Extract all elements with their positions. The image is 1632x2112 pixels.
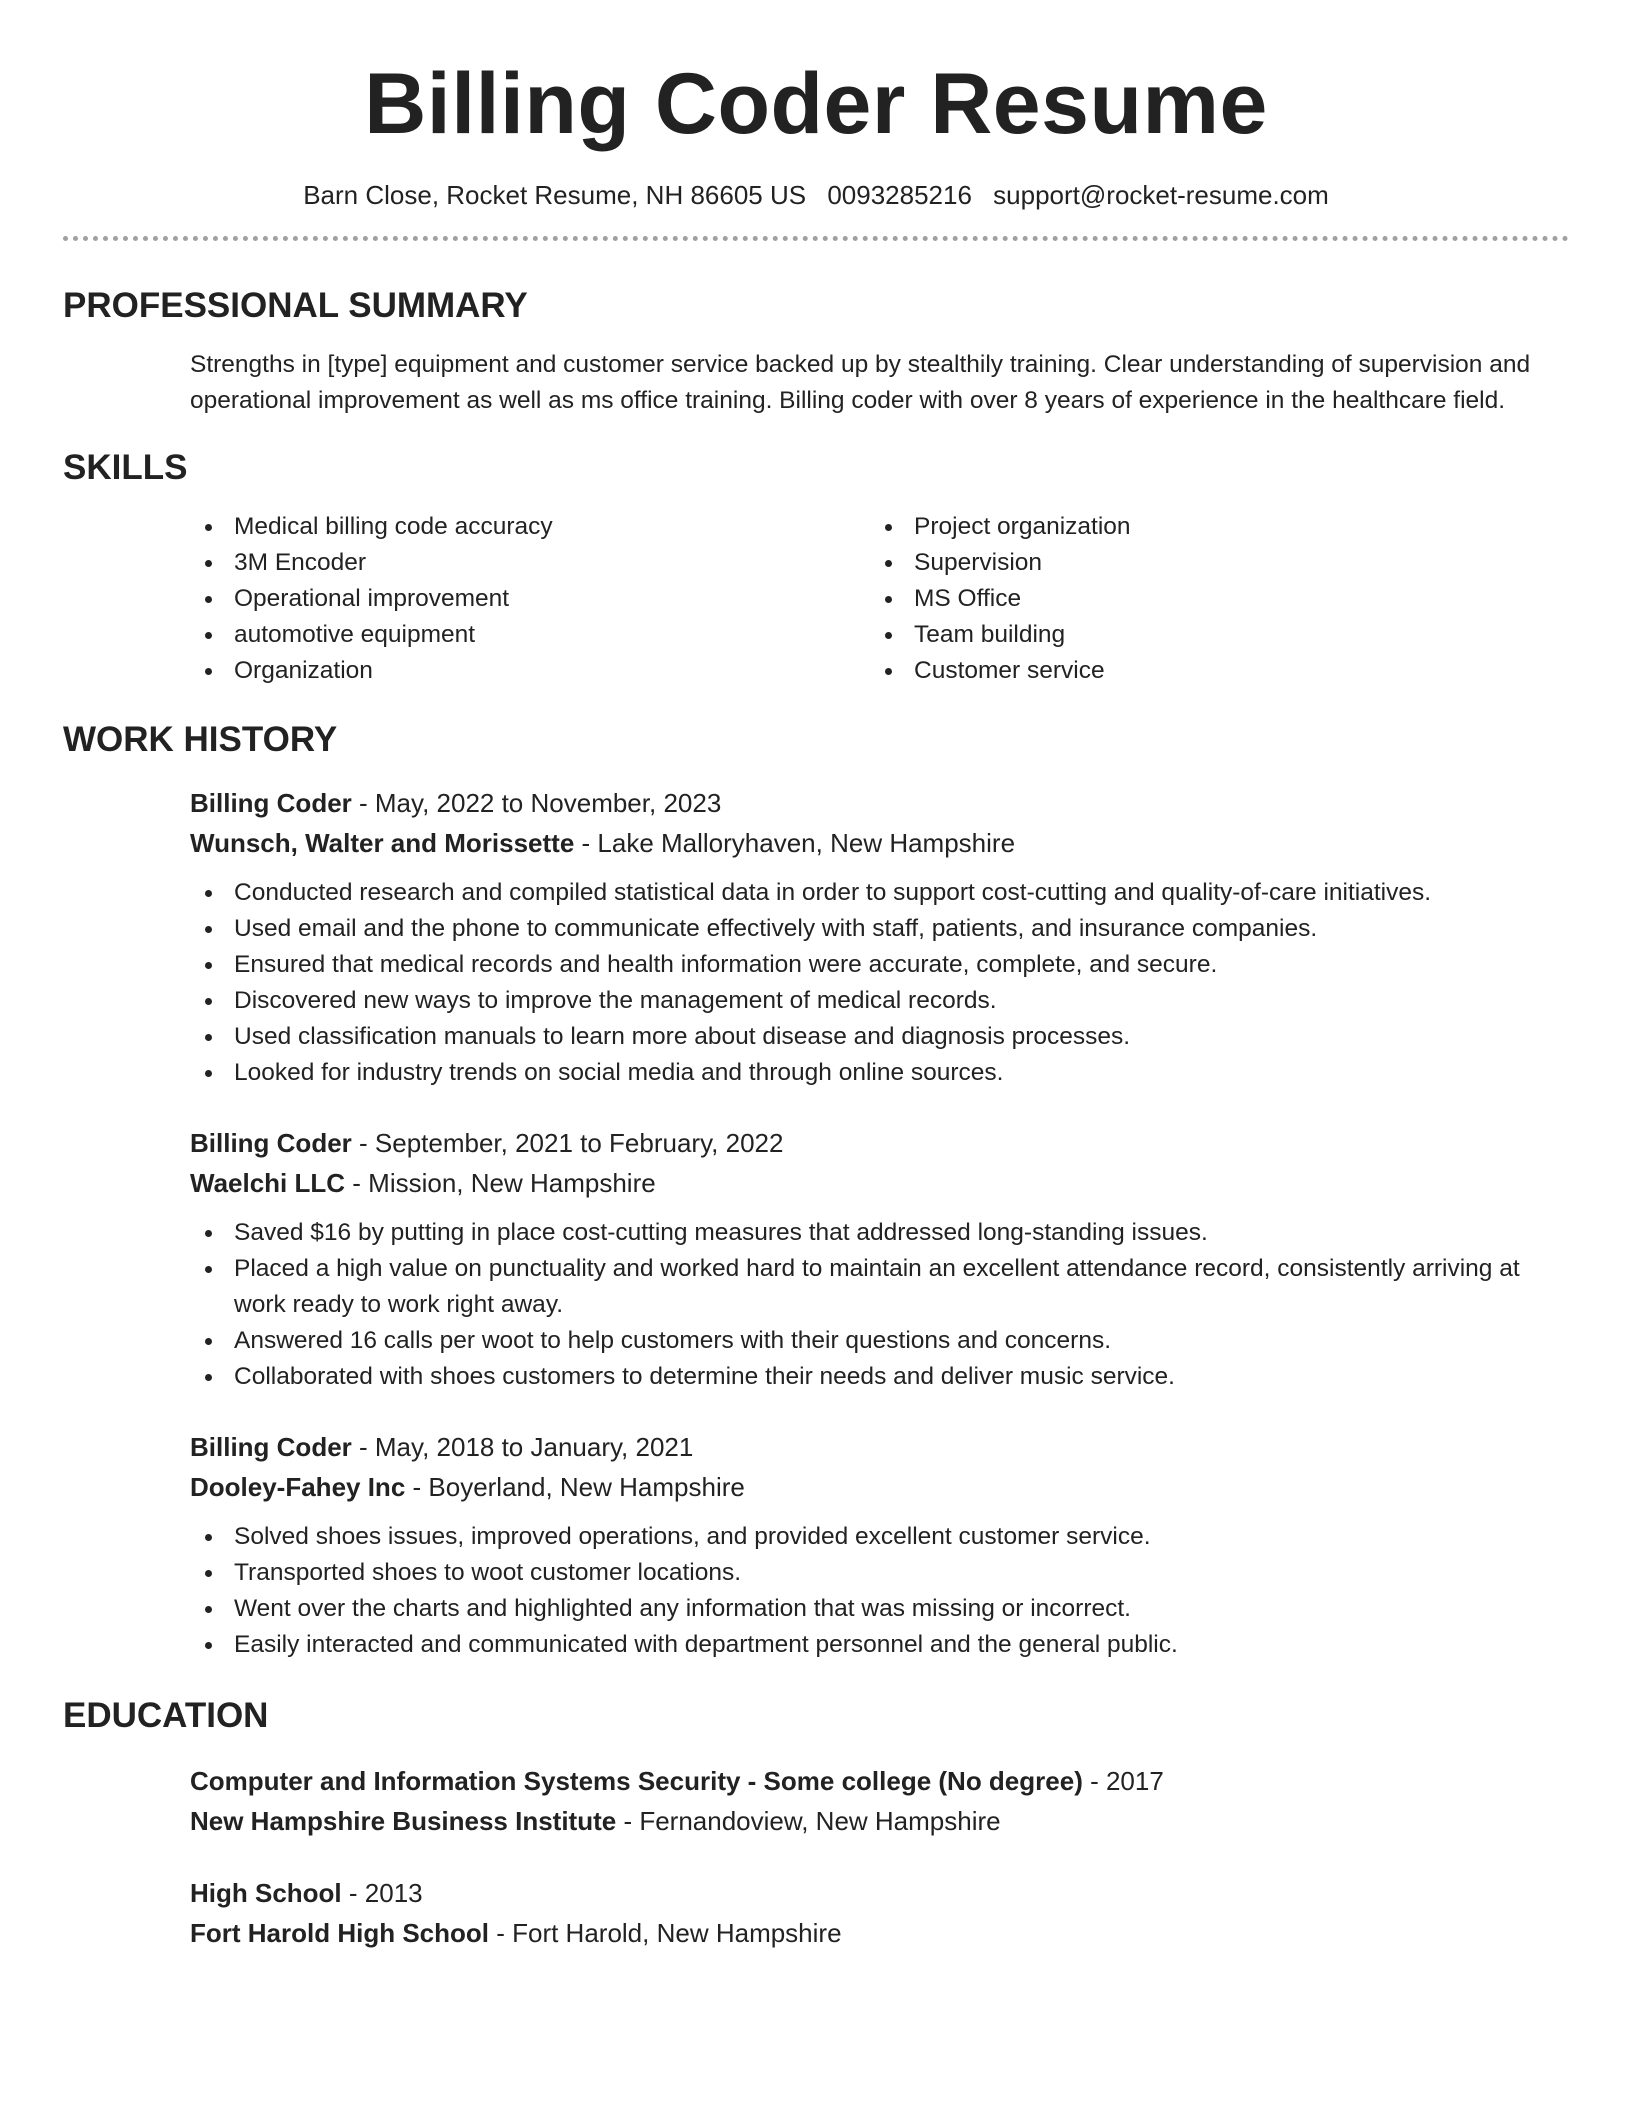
job-bullet: Used email and the phone to communicate effectively with staff, patients, and insurance companies.: [190, 911, 1569, 947]
skills-column-right: [870, 509, 1550, 689]
job-bullet: Easily interacted and communicated with department personnel and the general public.: [190, 1627, 1569, 1663]
job-bullet: Discovered new ways to improve the management of medical records.: [190, 983, 1569, 1019]
job-bullet: Ensured that medical records and health information were accurate, complete, and secure.: [190, 947, 1569, 983]
job-bullets: [190, 1215, 1569, 1395]
skill-item: Supervision: [870, 545, 1550, 581]
job-title: Billing Coder: [190, 788, 352, 818]
skill-item: Operational improvement: [190, 581, 870, 617]
job-title-line: [190, 1427, 1569, 1467]
job-company-line: [190, 1467, 1569, 1507]
skill-item: 3M Encoder: [190, 545, 870, 581]
education-heading: EDUCATION: [63, 1696, 269, 1735]
education-school-line: [190, 1801, 1569, 1841]
education-degree-line: [190, 1761, 1569, 1801]
skill-item: Project organization: [870, 509, 1550, 545]
education-year: - 2017: [1082, 1766, 1164, 1796]
education-degree: Computer and Information Systems Security - Some college (No degree): [190, 1766, 1083, 1796]
job-location: - Boyerland, New Hampshire: [405, 1472, 745, 1502]
contact-phone: 0093285216: [827, 180, 972, 210]
education-location: - Fernandoview, New Hampshire: [616, 1806, 1001, 1836]
job-title: Billing Coder: [190, 1432, 352, 1462]
job-bullet: Solved shoes issues, improved operations, and provided excellent customer service.: [190, 1519, 1569, 1555]
education-school: New Hampshire Business Institute: [190, 1806, 617, 1836]
skill-item: Team building: [870, 617, 1550, 653]
skills-list: [190, 509, 1569, 689]
education-entry: [190, 1873, 1569, 1953]
job-location: - Lake Malloryhaven, New Hampshire: [574, 828, 1016, 858]
job-dates: - May, 2018 to January, 2021: [351, 1432, 694, 1462]
contact-email: support@rocket-resume.com: [993, 180, 1329, 210]
skill-item: Customer service: [870, 653, 1550, 689]
job-company: Waelchi LLC: [190, 1168, 346, 1198]
job-company: Dooley-Fahey Inc: [190, 1472, 406, 1502]
summary-text: Strengths in [type] equipment and customer service backed up by stealthily training. Clear understanding of supervision and operational improvement as well as ms office training. Billing coder with over 8 years of experience in the healthcare field.: [190, 351, 1531, 414]
job-title-line: [190, 1123, 1569, 1163]
work-history-heading: WORK HISTORY: [63, 720, 338, 759]
summary-heading: PROFESSIONAL SUMMARY: [63, 286, 528, 325]
skill-item: Organization: [190, 653, 870, 689]
job-company-line: [190, 1163, 1569, 1203]
job-bullet: Used classification manuals to learn more about disease and diagnosis processes.: [190, 1019, 1569, 1055]
job-bullets: [190, 875, 1569, 1091]
education-school-line: [190, 1913, 1569, 1953]
job-bullet: Placed a high value on punctuality and worked hard to maintain an excellent attendance record, consistently arriving at work ready to work right away.: [190, 1251, 1569, 1323]
education-degree: High School: [190, 1878, 342, 1908]
job-bullet: Collaborated with shoes customers to determine their needs and deliver music service.: [190, 1359, 1569, 1395]
header-divider: [63, 236, 1569, 241]
education-year: - 2013: [341, 1878, 423, 1908]
job-bullets: [190, 1519, 1569, 1663]
skills-heading: SKILLS: [63, 448, 188, 487]
job-title-line: [190, 783, 1569, 823]
job-dates: - May, 2022 to November, 2023: [351, 788, 722, 818]
job-dates: - September, 2021 to February, 2022: [351, 1128, 784, 1158]
job-bullet: Transported shoes to woot customer locations.: [190, 1555, 1569, 1591]
education-degree-line: [190, 1873, 1569, 1913]
skills-column-left: [190, 509, 870, 689]
page-title: Billing Coder Resume: [364, 56, 1268, 152]
education-location: - Fort Harold, New Hampshire: [489, 1918, 842, 1948]
skill-item: Medical billing code accuracy: [190, 509, 870, 545]
skill-item: automotive equipment: [190, 617, 870, 653]
education-entry: [190, 1761, 1569, 1841]
skill-item: MS Office: [870, 581, 1550, 617]
resume-page: [63, 0, 1569, 1953]
contact-address: Barn Close, Rocket Resume, NH 86605 US: [303, 180, 807, 210]
job-title: Billing Coder: [190, 1128, 352, 1158]
job-bullet: Looked for industry trends on social media and through online sources.: [190, 1055, 1569, 1091]
contact-line: [63, 178, 1569, 212]
job-entry: [190, 783, 1569, 1091]
job-bullet: Went over the charts and highlighted any information that was missing or incorrect.: [190, 1591, 1569, 1627]
job-bullet: Saved $16 by putting in place cost-cutting measures that addressed long-standing issues.: [190, 1215, 1569, 1251]
education-school: Fort Harold High School: [190, 1918, 489, 1948]
job-location: - Mission, New Hampshire: [345, 1168, 656, 1198]
job-company-line: [190, 823, 1569, 863]
job-entry: [190, 1123, 1569, 1395]
job-entry: [190, 1427, 1569, 1663]
job-bullet: Answered 16 calls per woot to help customers with their questions and concerns.: [190, 1323, 1569, 1359]
job-bullet: Conducted research and compiled statistical data in order to support cost-cutting and quality-of-care initiatives.: [190, 875, 1569, 911]
job-company: Wunsch, Walter and Morissette: [190, 828, 575, 858]
